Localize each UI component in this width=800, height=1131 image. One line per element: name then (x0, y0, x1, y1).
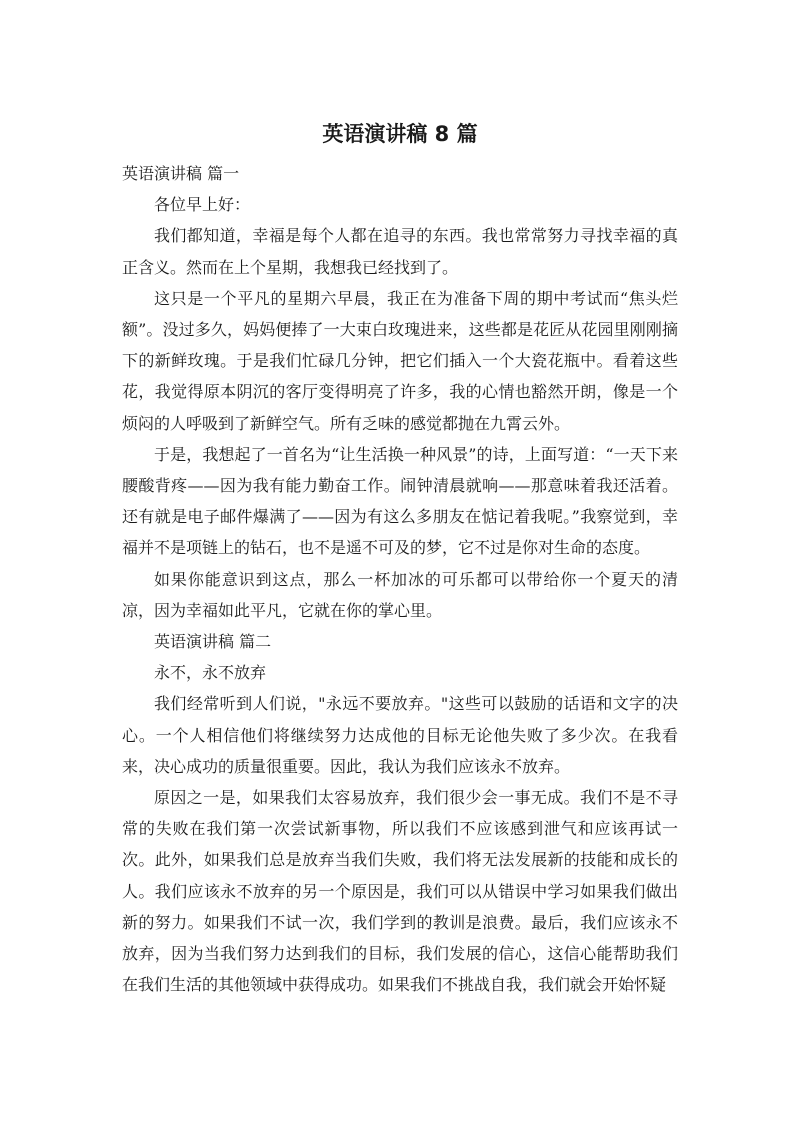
body-paragraph: 这只是一个平凡的星期六早晨，我正在为准备下周的期中考试而“焦头烂额”。没过多久，妈妈便捧了一大束白玫瑰进来，这些都是花匠从花园里刚刚摘下的新鲜玫瑰。于是我们忙碌几分钟，把它们插入一个大瓷花瓶中。看着这些花，我觉得原本阴沉的客厅变得明亮了许多，我的心情也豁然开朗，像是一个烦闷的人呼吸到了新鲜空气。所有乏味的感觉都抛在九霄云外。 (122, 288, 678, 433)
body-paragraph: 原因之一是，如果我们太容易放弃，我们很少会一事无成。我们不是不寻常的失败在我们第一次尝试新事物，所以我们不应该感到泄气和应该再试一次。此外，如果我们总是放弃当我们失败，我们将无法发展新的技能和成长的人。我们应该永不放弃的另一个原因是，我们可以从错误中学习如果我们做出新的努力。如果我们不试一次，我们学到的教训是浪费。最后，我们应该永不放弃，因为当我们努力达到我们的目标，我们发展的信心，这信心能帮助我们在我们生活的其他领域中获得成功。如果我们不挑战自我，我们就会开始怀疑 (122, 788, 678, 995)
speech-subtitle: 永不，永不放弃 (154, 663, 267, 683)
section-heading-2: 英语演讲稿 篇二 (154, 632, 272, 652)
body-paragraph: 于是，我想起了一首名为“让生活换一种风景”的诗，上面写道：“一天下来腰酸背疼——因为我有能力勤奋工作。闹钟清晨就响——那意味着我还活着。还有就是电子邮件爆满了——因为有这么多朋友在惦记着我呢。”我察觉到，幸福并不是项链上的钻石，也不是遥不可及的梦，它不过是你对生命的态度。 (122, 444, 678, 558)
document-body (122, 158, 678, 1000)
body-paragraph: 我们都知道，幸福是每个人都在追寻的东西。我也常常努力寻找幸福的真正含义。然而在上个星期，我想我已经找到了。 (122, 226, 678, 277)
section-heading-1: 英语演讲稿 篇一 (122, 164, 240, 183)
document-title: 英语演讲稿 8 篇 (322, 122, 478, 146)
body-paragraph: 我们经常听到人们说，"永远不要放弃。"这些可以鼓励的话语和文字的决心。一个人相信他们将继续努力达成他的目标无论他失败了多少次。在我看来，决心成功的质量很重要。因此，我认为我们应该永不放弃。 (122, 694, 678, 776)
body-paragraph: 如果你能意识到这点，那么一杯加冰的可乐都可以带给你一个夏天的清凉，因为幸福如此平凡，它就在你的掌心里。 (122, 569, 678, 620)
greeting-paragraph: 各位早上好： (154, 195, 251, 215)
